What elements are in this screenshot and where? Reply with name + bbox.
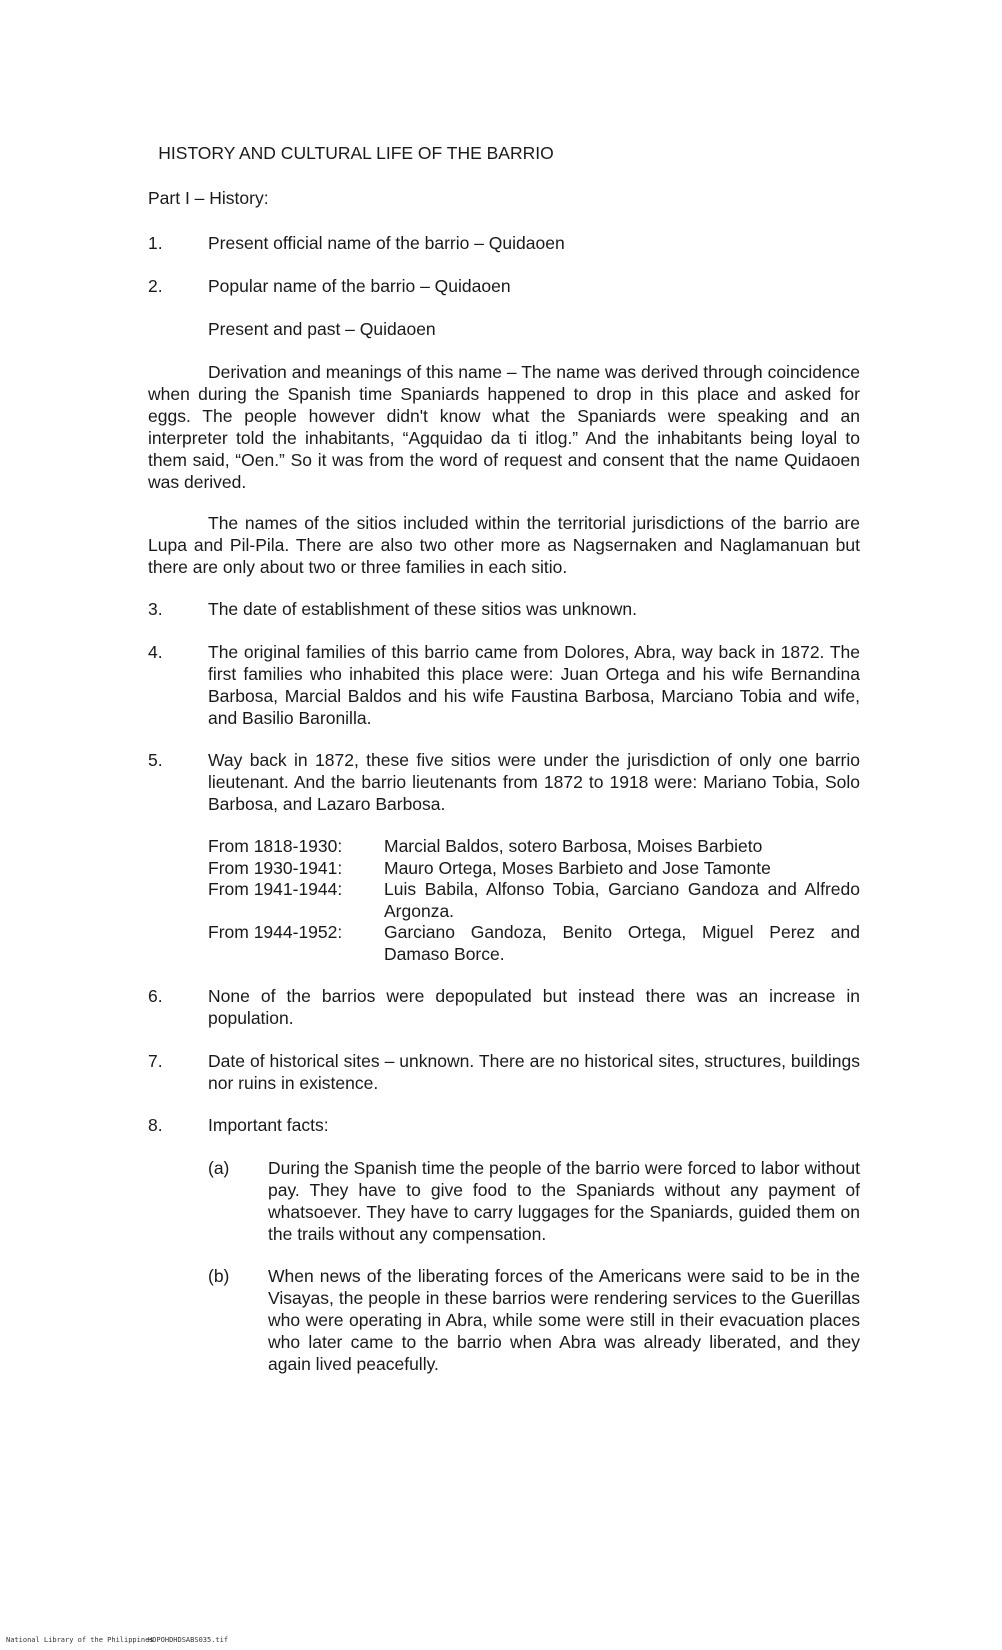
lieutenant-period: From 1941-1944: bbox=[208, 879, 343, 899]
item-text: The date of establishment of these sitios was unknown. bbox=[208, 599, 637, 619]
footer-code: HDPOHDHDSABS035.tif bbox=[148, 1636, 229, 1644]
item-number: 8. bbox=[148, 1115, 163, 1135]
item-number: 2. bbox=[148, 276, 163, 296]
footer-library: National Library of the Philippines bbox=[6, 1636, 154, 1644]
present-past-line: Present and past – Quidaoen bbox=[208, 319, 436, 339]
item-text: Important facts: bbox=[208, 1115, 329, 1135]
page-title: HISTORY AND CULTURAL LIFE OF THE BARRIO bbox=[158, 143, 554, 163]
fact-text: When news of the liberating forces of the Americans were said to be in the Visayas, the people in these barrios were rendering services to the Guerillas who were operating in Abra, while some were still in their evacuation places who later came to the barrio when Abra was already liberated, and they again lived peacefully. bbox=[268, 1266, 860, 1374]
item-text: Way back in 1872, these five sitios were under the jurisdiction of only one barrio lieutenant. And the barrio lieutenants from 1872 to 1918 were: Mariano Tobia, Solo Barbosa, and Lazaro Barbosa. bbox=[208, 750, 860, 814]
item-text: Popular name of the barrio – Quidaoen bbox=[208, 276, 511, 296]
lieutenant-names: Garciano Gandoza, Benito Ortega, Miguel Perez and Damaso Borce. bbox=[384, 922, 860, 964]
lieutenant-period: From 1944-1952: bbox=[208, 922, 343, 942]
derivation-paragraph: Derivation and meanings of this name – The name was derived through coincidence when during the Spanish time Spaniards happened to drop in this place and asked for eggs. The people however didn't know what the Spaniards were speaking and an interpreter told the inhabitants, “Agquidao da ti itlog.” And the inhabitants being loyal to them said, “Oen.” So it was from the word of request and consent that the name Quidaoen was derived. bbox=[148, 362, 860, 492]
fact-text: During the Spanish time the people of the barrio were forced to labor without pay. They have to give food to the Spaniards without any payment of whatsoever. They have to carry luggages for the Spaniards, guided them on the trails without any compensation. bbox=[268, 1158, 860, 1244]
lieutenant-names: Mauro Ortega, Moses Barbieto and Jose Tamonte bbox=[384, 858, 771, 878]
lieutenant-names: Luis Babila, Alfonso Tobia, Garciano Gandoza and Alfredo Argonza. bbox=[384, 879, 860, 921]
item-text: Date of historical sites – unknown. There are no historical sites, structures, buildings nor ruins in existence. bbox=[208, 1051, 860, 1093]
lieutenant-period: From 1818-1930: bbox=[208, 836, 343, 856]
item-number: 4. bbox=[148, 642, 163, 662]
item-number: 7. bbox=[148, 1051, 163, 1071]
lieutenant-period: From 1930-1941: bbox=[208, 858, 343, 878]
item-number: 5. bbox=[148, 750, 163, 770]
item-text: The original families of this barrio came from Dolores, Abra, way back in 1872. The first families who inhabited this place were: Juan Ortega and his wife Bernandina Barbosa, Marcial Baldos and his wife Faustina Barbosa, Marciano Tobia and wife, and Basilio Baronilla. bbox=[208, 642, 860, 728]
part-heading: Part I – History: bbox=[148, 188, 269, 208]
item-number: 1. bbox=[148, 233, 163, 253]
sitios-paragraph: The names of the sitios included within the territorial jurisdictions of the barrio are Lupa and Pil-Pila. There are also two other more as Nagsernaken and Naglamanuan but there are only about two or three families in each sitio. bbox=[148, 513, 860, 577]
fact-letter: (b) bbox=[208, 1266, 230, 1286]
lieutenant-names: Marcial Baldos, sotero Barbosa, Moises Barbieto bbox=[384, 836, 763, 856]
item-number: 6. bbox=[148, 986, 163, 1006]
item-text: Present official name of the barrio – Quidaoen bbox=[208, 233, 565, 253]
item-number: 3. bbox=[148, 599, 163, 619]
fact-letter: (a) bbox=[208, 1158, 230, 1178]
item-text: None of the barrios were depopulated but instead there was an increase in population. bbox=[208, 986, 860, 1028]
